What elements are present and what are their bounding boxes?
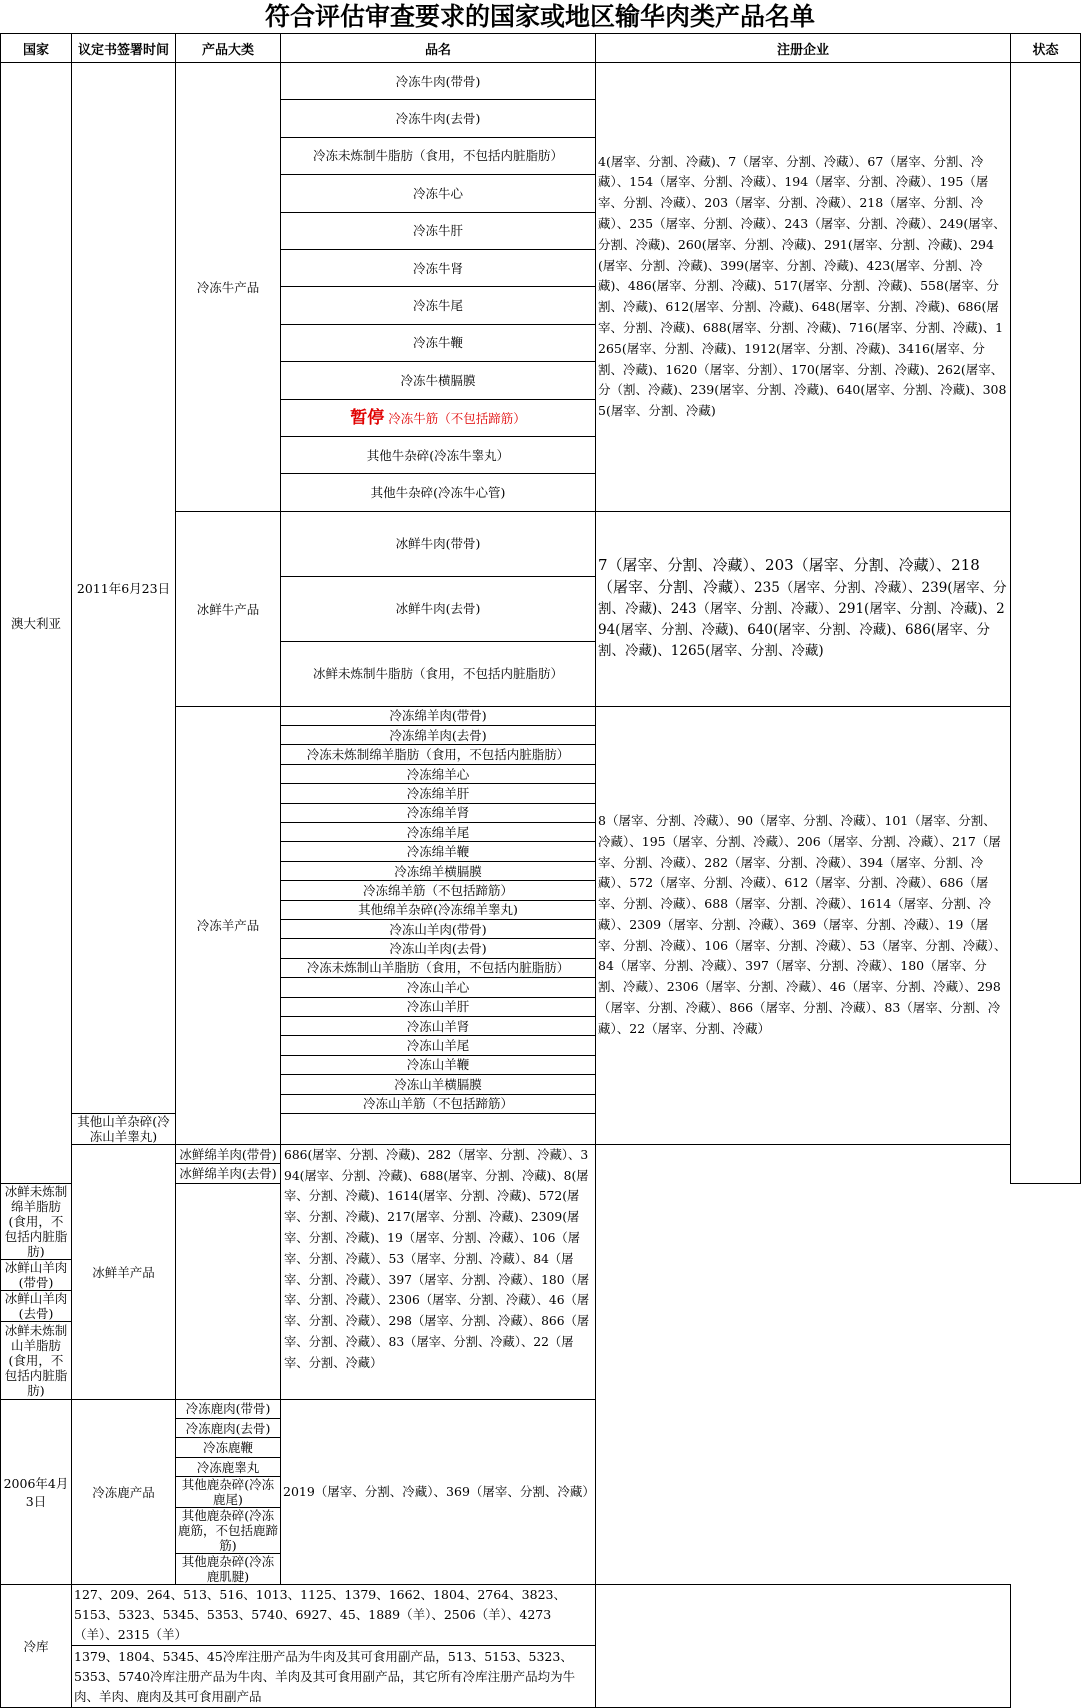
product-item: 冷冻绵羊尾 — [281, 823, 596, 842]
product-item: 冷冻山羊肉(去骨) — [281, 939, 596, 958]
product-item: 冷冻绵羊肉(去骨) — [281, 726, 596, 745]
product-item: 冷冻牛心 — [281, 175, 596, 212]
product-item: 冷冻山羊肝 — [281, 997, 596, 1016]
product-item: 冷冻山羊筋（不包括蹄筋） — [281, 1094, 596, 1113]
category-frozen-sheep: 冷冻羊产品 — [176, 706, 281, 1144]
product-item: 冷冻山羊肾 — [281, 1016, 596, 1035]
product-item: 冰鲜绵羊肉(去骨) — [176, 1164, 281, 1183]
status-cell — [1011, 63, 1081, 1184]
product-item: 冷冻牛尾 — [281, 287, 596, 324]
category-chilled-sheep: 冰鲜羊产品 — [72, 1144, 176, 1399]
suspended-product: 冷冻牛筋（不包括蹄筋） — [388, 410, 526, 426]
enterprises-chilled-beef-rest: 、235（屠宰、分割、冷藏）、239(屠宰、分割、冷藏)、243（屠宰、分割、冷藏）、291(屠宰、分割、冷藏)、294(屠宰、分割、冷藏)、640(屠宰、分割、冷藏)、686(屠宰、分割、冷藏)、1265(屠宰、分割、冷藏) — [598, 580, 1007, 660]
product-item: 其他鹿杂碎(冷冻鹿肌腱) — [176, 1554, 281, 1585]
cold-storage-status — [596, 1585, 1011, 1708]
header-country: 国家 — [1, 34, 72, 63]
product-item: 冰鲜未炼制山羊脂肪(食用，不包括内脏脂肪) — [1, 1321, 72, 1399]
product-table — [0, 33, 1081, 1708]
product-item: 冷冻鹿肉(带骨) — [176, 1399, 281, 1418]
sign-date-2006: 2006年4月3日 — [1, 1399, 72, 1585]
category-frozen-beef: 冷冻牛产品 — [176, 63, 281, 512]
enterprises-chilled-sheep: 686(屠宰、分割、冷藏)、282（屠宰、分割、冷藏）、394(屠宰、分割、冷藏)、688(屠宰、分割、冷藏)、8(屠宰、分割、冷藏)、1614(屠宰、分割、冷藏)、572(屠宰、分割、冷藏)、217(屠宰、分割、冷藏)、2309(屠宰、分割、冷藏)、19（屠宰、分割、冷藏）、106（屠宰、分割、冷藏）、53（屠宰、分割、冷藏）、84（屠宰、分割、冷藏）、397（屠宰、分割、冷藏）、180（屠宰、分割、冷藏）、2306（屠宰、分割、冷藏）、46（屠宰、分割、冷藏）、298（屠宰、分割、冷藏）、866（屠宰、分割、冷藏）、83（屠宰、分割、冷藏）、22（屠宰、分割、冷藏） — [284, 1147, 590, 1370]
enterprises-chilled-beef — [596, 511, 1011, 706]
product-item: 其他山羊杂碎(冷冻山羊睾丸) — [72, 1113, 176, 1144]
product-item: 冷冻未炼制山羊脂肪（食用，不包括内脏脂肪） — [281, 958, 596, 977]
product-item: 冷冻绵羊横膈膜 — [281, 861, 596, 880]
product-item: 冷冻山羊鞭 — [281, 1055, 596, 1074]
sign-date-2011: 2011年6月23日 — [72, 63, 176, 1114]
product-item: 冷冻绵羊鞭 — [281, 842, 596, 861]
enterprises-frozen-sheep: 8（屠宰、分割、冷藏）、90（屠宰、分割、冷藏）、101（屠宰、分割、冷藏）、195（屠宰、分割、冷藏）、206（屠宰、分割、冷藏）、217（屠宰、分割、冷藏）、282（屠宰、分割、冷藏）、394（屠宰、分割、冷藏）、572（屠宰、分割、冷藏）、612（屠宰、分割、冷藏）、686（屠宰、分割、冷藏）、688（屠宰、分割、冷藏）、1614（屠宰、分割、冷藏）、2309（屠宰、分割、冷藏）、369（屠宰、分割、冷藏）、19（屠宰、分割、冷藏）、106（屠宰、分割、冷藏）、53（屠宰、分割、冷藏）、84（屠宰、分割、冷藏）、397（屠宰、分割、冷藏）、180（屠宰、分割、冷藏）、2306（屠宰、分割、冷藏）、46（屠宰、分割、冷藏）、298（屠宰、分割、冷藏）、866（屠宰、分割、冷藏）、83（屠宰、分割、冷藏）、22（屠宰、分割、冷藏） — [596, 706, 1011, 1144]
category-chilled-beef: 冰鲜牛产品 — [176, 511, 281, 706]
page-title: 符合评估审查要求的国家或地区输华肉类产品名单 — [264, 2, 815, 31]
enterprises-frozen-deer: 2019（屠宰、分割、冷藏）、369（屠宰、分割、冷藏） — [281, 1399, 596, 1585]
product-item: 其他绵羊杂碎(冷冻绵羊睾丸) — [281, 900, 596, 919]
product-item: 冷冻山羊肉(带骨) — [281, 919, 596, 938]
cold-storage-label: 冷库 — [1, 1585, 72, 1708]
product-item: 冷冻牛横膈膜 — [281, 362, 596, 399]
product-item: 冷冻牛肉(去骨) — [281, 100, 596, 137]
cold-storage-list: 127、209、264、513、516、1013、1125、1379、1662、1804、2764、3823、5153、5323、5345、5353、5740、6927、45、1889（羊）、2506（羊）、4273（羊）、2315（羊） — [72, 1585, 596, 1646]
product-item: 冰鲜绵羊肉(带骨) — [176, 1144, 281, 1163]
product-item-suspended — [281, 399, 596, 436]
enterprises-chilled-sheep-cell — [281, 1144, 596, 1399]
suspended-badge: 暂停 — [350, 407, 385, 428]
product-item: 冷冻绵羊心 — [281, 764, 596, 783]
product-item: 其他鹿杂碎(冷冻鹿筋，不包括鹿蹄筋) — [176, 1508, 281, 1554]
product-item: 冰鲜牛肉(去骨) — [281, 576, 596, 641]
product-item: 冷冻山羊心 — [281, 978, 596, 997]
category-frozen-deer: 冷冻鹿产品 — [72, 1399, 176, 1585]
header-row — [1, 34, 1081, 63]
country-cell: 澳大利亚 — [1, 63, 72, 1184]
product-item: 冷冻未炼制绵羊脂肪（食用，不包括内脏脂肪） — [281, 745, 596, 764]
enterprises-chilled-beef-large: 7（屠宰、分割、冷藏）、203（屠宰、分割、冷藏）、218（屠宰、分割、冷藏） — [598, 556, 980, 597]
product-item: 冰鲜山羊肉(带骨) — [1, 1259, 72, 1290]
product-item: 冰鲜未炼制绵羊脂肪(食用，不包括内脏脂肪) — [1, 1183, 72, 1259]
header-product: 品名 — [281, 34, 596, 63]
cold-storage-note: 1379、1804、5345、45冷库注册产品为牛肉及其可食用副产品，513、5153、5323、5353、5740冷库注册产品为牛肉、羊肉及其可食用副产品，其它所有冷库注册产品均为牛肉、羊肉、鹿肉及其可食用副产品 — [72, 1646, 596, 1708]
product-item: 冰鲜未炼制牛脂肪（食用，不包括内脏脂肪） — [281, 641, 596, 706]
product-item: 冷冻鹿睾丸 — [176, 1457, 281, 1476]
product-item: 冷冻绵羊肝 — [281, 784, 596, 803]
product-item: 冷冻山羊尾 — [281, 1036, 596, 1055]
product-item: 冷冻绵羊肉(带骨) — [281, 706, 596, 725]
header-sign-date: 议定书签署时间 — [72, 34, 176, 63]
product-item: 冷冻鹿肉(去骨) — [176, 1419, 281, 1438]
product-item: 其他鹿杂碎(冷冻鹿尾) — [176, 1477, 281, 1508]
product-item: 冷冻未炼制牛脂肪（食用，不包括内脏脂肪） — [281, 137, 596, 174]
product-item: 冷冻牛肝 — [281, 212, 596, 249]
product-item: 冰鲜山羊肉(去骨) — [1, 1290, 72, 1321]
product-item: 冷冻牛肾 — [281, 249, 596, 286]
product-item: 冰鲜牛肉(带骨) — [281, 511, 596, 576]
enterprises-frozen-beef: 4(屠宰、分割、冷藏)、7（屠宰、分割、冷藏）、67（屠宰、分割、冷藏）、154（屠宰、分割、冷藏）、194（屠宰、分割、冷藏）、195（屠宰、分割、冷藏）、203（屠宰、分割、冷藏）、218（屠宰、分割、冷藏）、235（屠宰、分割、冷藏）、243（屠宰、分割、冷藏）、249(屠宰、分割、冷藏)、260(屠宰、分割、冷藏)、291(屠宰、分割、冷藏)、294(屠宰、分割、冷藏)、399(屠宰、分割、冷藏)、423(屠宰、分割、冷藏)、486(屠宰、分割、冷藏)、517(屠宰、分割、冷藏)、558(屠宰、分割、冷藏)、612(屠宰、分割、冷藏)、648(屠宰、分割、冷藏)、686(屠宰、分割、冷藏)、688(屠宰、分割、冷藏)、716(屠宰、分割、冷藏)、1265(屠宰、分割、冷藏)、1912(屠宰、分割、冷藏)、3416(屠宰、分割、冷藏)、1620（屠宰、分割）、170(屠宰、分割、冷藏)、262(屠宰、分（割、冷藏)、239(屠宰、分割、冷藏)、640(屠宰、分割、冷藏)、3085(屠宰、分割、冷藏) — [596, 63, 1011, 512]
header-category: 产品大类 — [176, 34, 281, 63]
product-item: 冷冻牛肉(带骨) — [281, 63, 596, 100]
product-item: 冷冻绵羊筋（不包括蹄筋） — [281, 881, 596, 900]
header-enterprises: 注册企业 — [596, 34, 1011, 63]
product-item: 冷冻绵羊肾 — [281, 803, 596, 822]
product-item: 冷冻山羊横膈膜 — [281, 1075, 596, 1094]
product-item: 其他牛杂碎(冷冻牛心管) — [281, 474, 596, 511]
header-status: 状态 — [1011, 34, 1081, 63]
product-item: 冷冻鹿鞭 — [176, 1438, 281, 1457]
product-item: 冷冻牛鞭 — [281, 324, 596, 361]
product-item: 其他牛杂碎(冷冻牛睾丸） — [281, 436, 596, 473]
